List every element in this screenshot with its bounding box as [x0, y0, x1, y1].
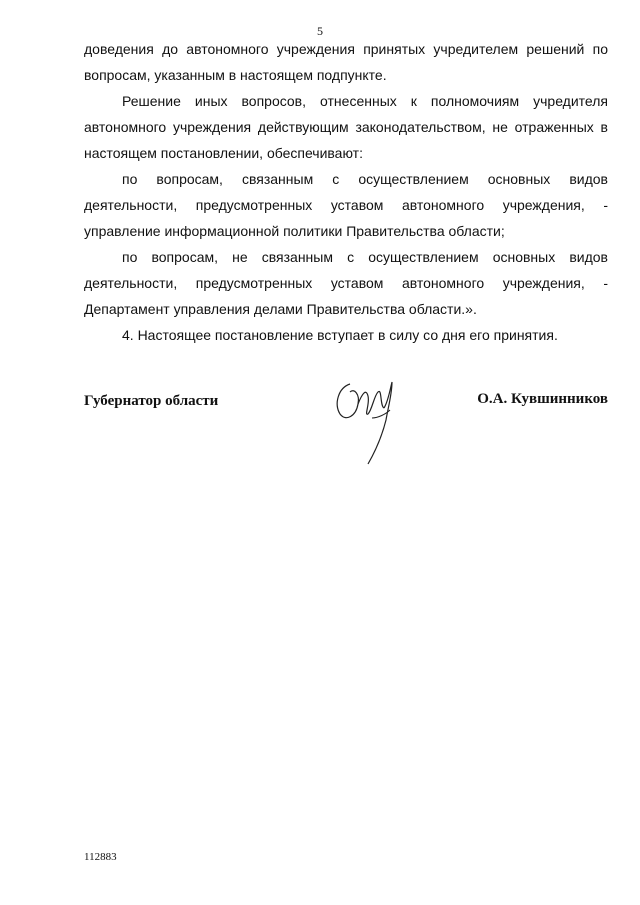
handwritten-signature — [328, 374, 408, 466]
paragraph-continuation: доведения до автономного учреждения принятых учредителем решений по вопросам, указанным в настоящем подпункте. — [84, 41, 608, 83]
document-code: 112883 — [84, 851, 117, 863]
paragraph-main-activities: по вопросам, связанным с осуществлением основных видов деятельности, предусмотренных уставом автономного учреждения, - управление информационной политики Правительства области; — [84, 171, 608, 239]
page-number: 5 — [317, 24, 323, 38]
signatory-name: О.А. Кувшинников — [477, 391, 608, 407]
paragraph-effective-date: 4. Настоящее постановление вступает в силу со дня его принятия. — [122, 327, 558, 343]
document-body — [84, 36, 608, 348]
signatory-position: Губернатор области — [84, 393, 219, 409]
paragraph-other-questions: Решение иных вопросов, отнесенных к полномочиям учредителя автономного учреждения действующим законодательством, не отраженных в настоящем постановлении, обеспечивают: — [84, 93, 608, 161]
paragraph-non-main-activities: по вопросам, не связанным с осуществлением основных видов деятельности, предусмотренных уставом автономного учреждения, - Департамент управления делами Правительства области.». — [84, 249, 608, 317]
